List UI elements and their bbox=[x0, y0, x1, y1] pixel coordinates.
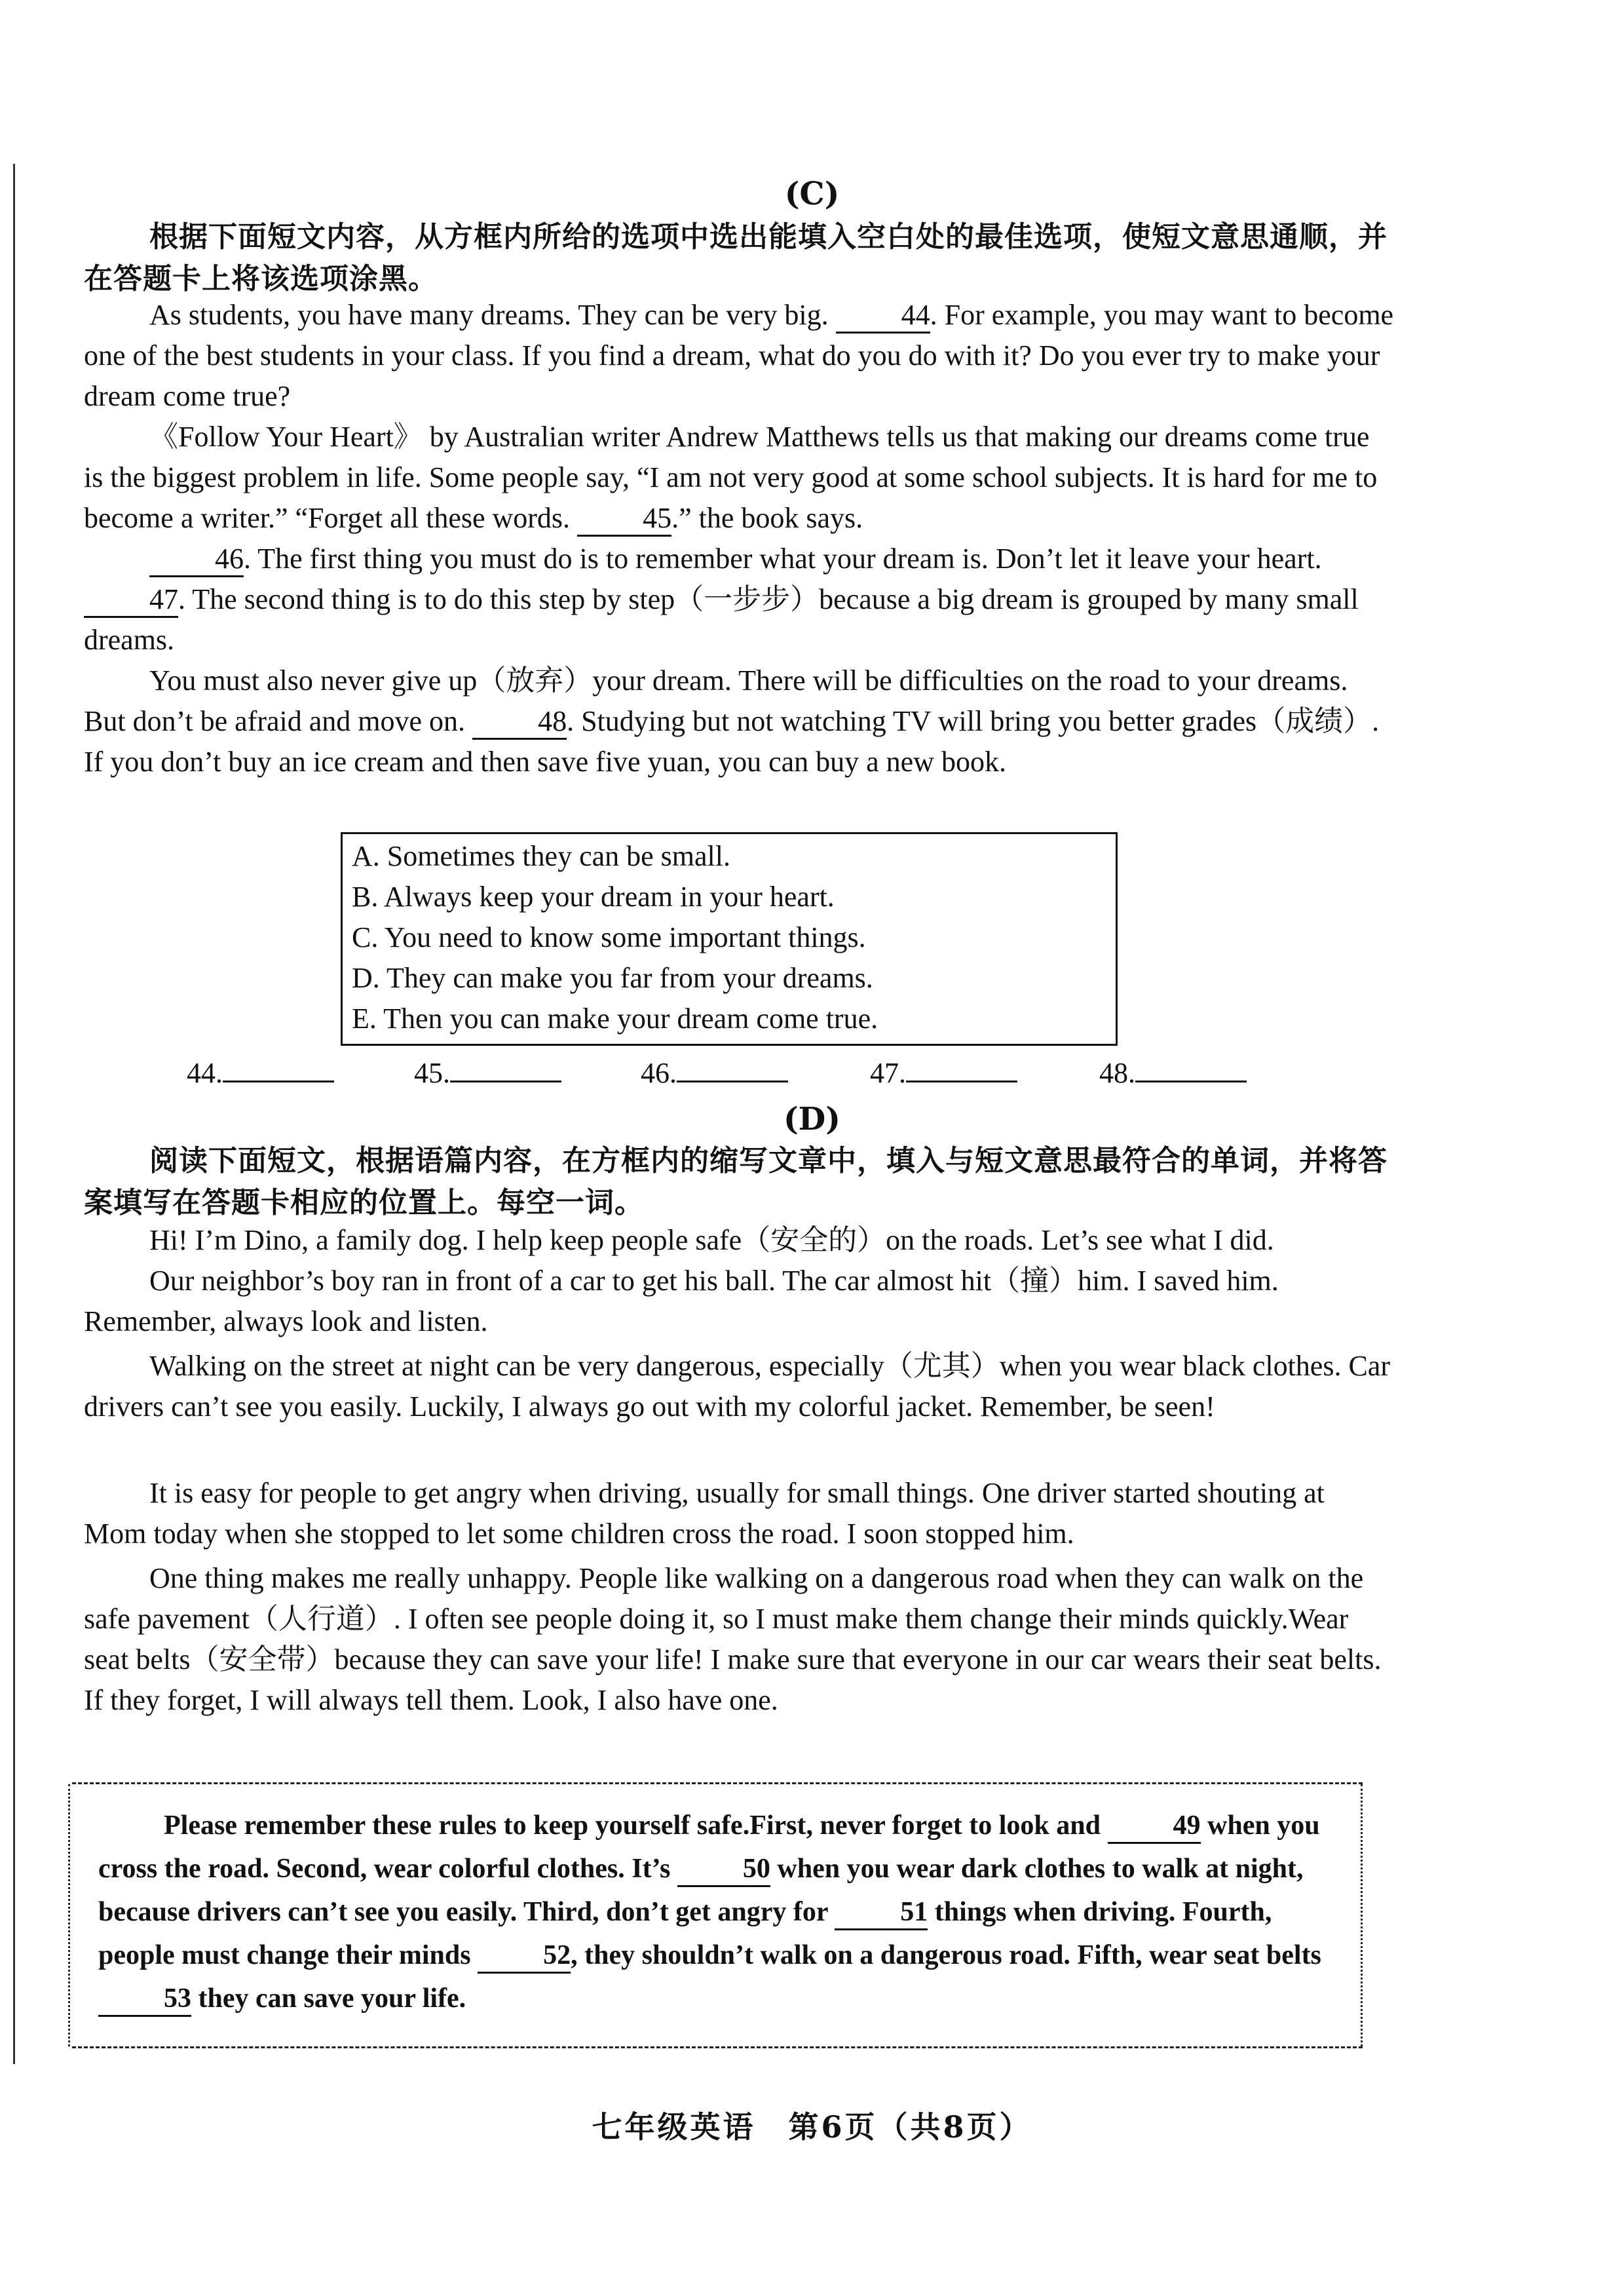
section-d-paragraph-4: It is easy for people to get angry when driving, usually for small things. One driver started shouting at Mom today when she stopped to let some children cross the road. I soon stopped him. bbox=[84, 1477, 1325, 1550]
option-d: D. They can make you far from your dreams. bbox=[352, 962, 873, 994]
answer-blank[interactable] bbox=[677, 1081, 788, 1082]
blank-53[interactable]: 53 bbox=[98, 1982, 191, 2017]
answer-slot-48 bbox=[1099, 1056, 1247, 1090]
blank-46[interactable]: 46 bbox=[149, 543, 244, 577]
paragraph-text: .” the book says. bbox=[671, 502, 863, 534]
answer-label: 48. bbox=[1099, 1057, 1135, 1089]
options-box bbox=[341, 832, 1118, 1046]
section-d-paragraph-2: Our neighbor’s boy ran in front of a car to get his ball. The car almost hit（撞）him. I saved him. Remember, always look and listen. bbox=[84, 1265, 1279, 1337]
option-b: B. Always keep your dream in your heart. bbox=[352, 881, 835, 913]
section-c-paragraph-1 bbox=[84, 295, 1394, 417]
answer-slot-45 bbox=[414, 1056, 561, 1090]
summary-segment: , they shouldn’t walk on a dangerous road. Fifth, wear seat belts bbox=[571, 1940, 1321, 1970]
section-c-paragraph-2 bbox=[84, 417, 1394, 539]
paragraph-text: You must also never give up（放弃）your dream. There will be difficulties on the road to your dreams. But don’t be afraid and move on. bbox=[84, 664, 1348, 737]
section-d-title: (D) bbox=[783, 1101, 841, 1138]
paragraph-text: . The second thing is to do this step by step（一步步）because a big dream is grouped by many small dreams. bbox=[84, 583, 1359, 656]
answer-label: 47. bbox=[870, 1057, 906, 1089]
blank-52[interactable]: 52 bbox=[478, 1939, 571, 1974]
answer-label: 44. bbox=[187, 1057, 223, 1089]
summary-segment: when you cross the road. Second, wear colorful clothes. It’s bbox=[98, 1810, 1320, 1884]
summary-segment: when you wear dark clothes to walk at night, because drivers can’t see you easily. Third, don’t get angry for bbox=[98, 1854, 1304, 1927]
section-d-paragraph-5: One thing makes me really unhappy. People like walking on a dangerous road when they can walk on the safe pavement（人行道）. I often see people doing it, so I must make them change their minds quickly.Wear seat belts（安全带）because they can save your life! I make sure that everyone in our car wears their seat belts. If they forget, I will always tell them. Look, I also have one. bbox=[84, 1562, 1382, 1716]
answer-slot-44 bbox=[187, 1056, 334, 1090]
section-d-paragraph-3: Walking on the street at night can be very dangerous, especially（尤其）when you wear black clothes. Car drivers can’t see you easily. Luckily, I always go out with my colorful jacket. Remember, be seen! bbox=[84, 1350, 1390, 1423]
summary-segment: they can save your life. bbox=[191, 1983, 466, 2014]
blank-44[interactable]: 44 bbox=[836, 299, 930, 334]
section-d-paragraph-1: Hi! I’m Dino, a family dog. I help keep people safe（安全的）on the roads. Let’s see what I did. bbox=[149, 1224, 1274, 1256]
summary-text bbox=[98, 1804, 1343, 2020]
answer-slot-46 bbox=[641, 1056, 788, 1090]
answer-blank[interactable] bbox=[1135, 1081, 1247, 1082]
paragraph-text: . The first thing you must do is to remember what your dream is. Don’t let it leave your heart. bbox=[244, 543, 1322, 575]
section-c-paragraph-4 bbox=[84, 660, 1394, 782]
answer-slot-47 bbox=[870, 1056, 1017, 1090]
paragraph-text: As students, you have many dreams. They can be very big. bbox=[149, 299, 836, 331]
paragraph-text: . Studying but not watching TV will bring you better grades（成绩）. If you don’t buy an ice cream and then save five yuan, you can buy a new book. bbox=[84, 705, 1380, 778]
paragraph-text: 《Follow Your Heart》 by Australian writer Andrew Matthews tells us that making our dreams come true is the biggest problem in life. Some people say, “I am not very good at some school subjects. It is hard for me to become a writer.” “Forget all these words. bbox=[84, 421, 1378, 534]
section-c-paragraph-3 bbox=[84, 539, 1394, 660]
blank-48[interactable]: 48 bbox=[472, 705, 567, 740]
option-a: A. Sometimes they can be small. bbox=[352, 840, 730, 872]
paragraph-text: . For example, you may want to become one of the best students in your class. If you find a dream, what do you do with it? Do you ever try to make your dream come true? bbox=[84, 299, 1394, 412]
answer-label: 46. bbox=[641, 1057, 677, 1089]
section-c-title: (C) bbox=[784, 176, 840, 212]
summary-segment: things when driving. Fourth, people must change their minds bbox=[98, 1897, 1272, 1970]
answer-blank[interactable] bbox=[450, 1081, 561, 1082]
option-e: E. Then you can make your dream come true. bbox=[352, 1003, 878, 1035]
answer-blank[interactable] bbox=[906, 1081, 1017, 1082]
page-footer: 七年级英语 第6页（共8页） bbox=[592, 2109, 1032, 2145]
blank-49[interactable]: 49 bbox=[1108, 1809, 1201, 1844]
section-c-instruction: 根据下面短文内容，从方框内所给的选项中选出能填入空白处的最佳选项，使短文意思通顺，并在答题卡上将该选项涂黑。 bbox=[84, 220, 1388, 296]
blank-45[interactable]: 45 bbox=[577, 502, 671, 537]
summary-segment: Please remember these rules to keep yourself safe.First, never forget to look and bbox=[164, 1810, 1108, 1841]
summary-border-right bbox=[1361, 1784, 1367, 2046]
summary-border-left bbox=[68, 1784, 74, 2046]
option-c: C. You need to know some important things. bbox=[352, 921, 866, 953]
summary-box bbox=[72, 1782, 1363, 2048]
answer-label: 45. bbox=[414, 1057, 450, 1089]
blank-51[interactable]: 51 bbox=[835, 1896, 928, 1930]
blank-50[interactable]: 50 bbox=[677, 1852, 770, 1887]
blank-47[interactable]: 47 bbox=[84, 583, 178, 618]
answer-blank[interactable] bbox=[223, 1081, 334, 1082]
section-d-instruction: 阅读下面短文，根据语篇内容，在方框内的缩写文章中，填入与短文意思最符合的单词，并将答案填写在答题卡相应的位置上。每空一词。 bbox=[84, 1144, 1388, 1219]
